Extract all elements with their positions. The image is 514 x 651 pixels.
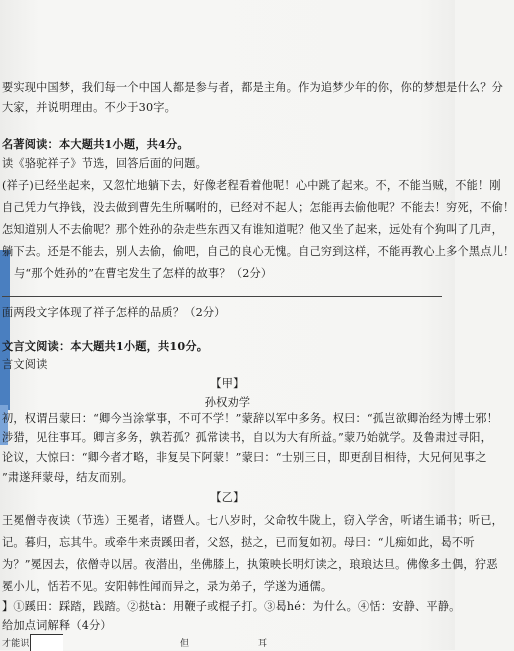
corner-box: [30, 634, 63, 651]
text-line: 论议，大惊曰：“卿今者才略，非复吴下阿蒙！”蒙曰：“士别三日，即更刮目相待，大兄何见事之: [2, 451, 487, 464]
text-line: 躺下去。还是不能去，别人去偷，偷吧，自己的良心无愧。自己穷到这样，不能再教心上多个黑点儿！: [2, 245, 514, 258]
question-line: 给加点词解释（4分）: [2, 619, 112, 632]
text-line: 初，权谓吕蒙曰：“卿今当涂掌事，不可不学！”蒙辞以军中多务。权曰：“孤岂欲卿治经为博士邪！: [2, 412, 499, 425]
text-line: 王冕僧寺夜读（节选）王冕者，诸暨人。七八岁时，父命牧牛陇上，窃入学舍，听诸生诵书；听已，: [2, 514, 504, 527]
question-line: 面两段文字体现了祥子怎样的品质？（2分）: [2, 306, 226, 319]
passage-label-yi: 【乙】: [210, 491, 245, 504]
answer-rule: [2, 296, 442, 297]
section-heading: 名著阅读：本大题共1小题，共4分。: [2, 137, 189, 151]
text-line: 怎知道别人不去偷呢？那个姓孙的杂走些东西又有谁知道呢？他又坐了起来，远处有个狗叫了几声，: [2, 223, 504, 236]
section-heading: 文言文阅读：本大题共1小题，共10分。: [2, 339, 209, 353]
question-line: 与“那个姓孙的”在曹宅发生了怎样的故事？（2分）: [14, 267, 273, 280]
text-line: ”肃遂拜蒙母，结友而别。: [2, 471, 134, 484]
text-line: 自己凭力气挣钱，没去做到曹先生所嘱咐的，已经对不起人；怎能再去偷他呢？不能去！穷死，不偷！: [2, 201, 514, 214]
text-line: 记。暮归，忘其牛。或牵牛来责蹊田者，父怒，挞之，已而复如初。母曰：“儿痴如此，曷不听: [2, 536, 475, 549]
text-line: 为？”冕因去，依僧寺以居。夜潜出，坐佛膝上，执策映长明灯读之，琅琅达旦。佛像多土偶，狞恶: [2, 558, 498, 571]
text-line: 读《骆驼祥子》节选，回答后面的问题。: [2, 157, 207, 170]
text-line: 冕小儿，恬若不见。安阳韩性闻而异之，录为弟子，学遂为通儒。: [2, 580, 333, 593]
cutoff-fragment: 才能识: [2, 639, 30, 649]
cutoff-fragment: 但: [180, 639, 190, 649]
footnote-line: 】①蹊田：踩踏，践踏。②挞tà：用鞭子或棍子打。③曷hé：为什么。④恬：安静、平静。: [2, 600, 461, 613]
text-line: (祥子)已经坐起来，又忽忙地躺下去，好像老程看着他呢！心中跳了起来。不，不能当贼，不能！刚: [2, 179, 501, 192]
text-line: 言文阅读: [2, 358, 48, 371]
text-line: 要实现中国梦，我们每一个中国人都是参与者，都是主角。作为追梦少年的你，你的梦想是什么？分: [2, 81, 504, 94]
text-line: 涉猎，见往事耳。卿言多务，孰若孤？孤常读书，自以为大有所益。”蒙乃始就学。及鲁肃过寻阳，: [2, 431, 492, 444]
passage-title: 孙权劝学: [204, 396, 251, 409]
passage-label-jia: 【甲】: [210, 377, 245, 390]
text-line: 大家，并说明理由。不少于30字。: [2, 101, 177, 114]
cutoff-fragment: 耳: [258, 639, 268, 649]
